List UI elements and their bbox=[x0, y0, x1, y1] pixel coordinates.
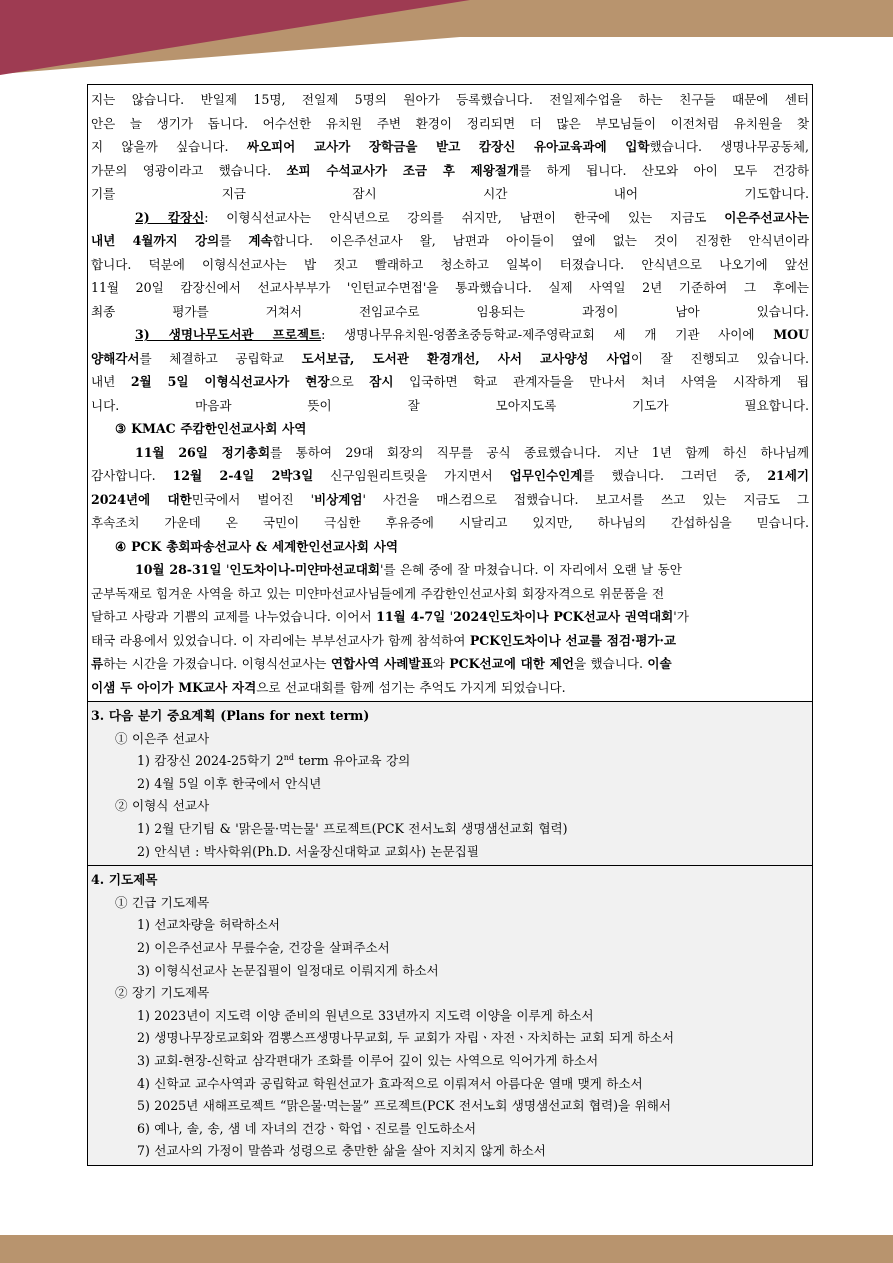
plans-section-title: ② 이형식 선교사 bbox=[115, 798, 210, 814]
prayer-item: 1) 2023년이 지도력 이양 준비의 원년으로 33년까지 지도력 이양을 이루게 하소서 bbox=[137, 1007, 594, 1023]
seminary-paragraph: 2) 캄장신: 이형식선교사는 안식년으로 강의를 쉬지만, 남편이 한국에 있는 지금도 이은주선교사는 내년 4월까지 강의를 계속합니다. 이은주선교사 왈, 남편과 아이들이 옆에 없는 것이 진정한 안식년이라 합니다. 덕분에 이형식선교사는 밥 짓고 빨래하고 청소하고 일복이 터졌습니다. 안식년으로 나오기에 앞선 11월 20일 캄장신에서 선교사부부가 '인턴교수면접'을 통과했습니다. 실제 사역일 2년 기준하여 그 후에는 최종 평가를 거쳐서 전임교수로 임용되는 과정이 남아 있습니다. bbox=[91, 209, 809, 319]
library-project-paragraph: 3) 생명나무도서관 프로젝트: 생명나무유치원-엉쫌초중등학교-제주영락교회 세 개 기관 사이에 MOU 양해각서를 체결하고 공립학교 도서보급, 도서관 환경개선, 사서 교사양성 사업이 잘 진행되고 있습니다. 내년 2월 5일 이형식선교사가 현장으로 잠시 입국하면 학교 관계자들을 만나서 처녀 사역을 시작하게 됩 니다. 마음과 뜻이 잘 모아지도록 기도가 필요합니다. bbox=[91, 327, 810, 413]
kindergarten-paragraph: 지는 않습니다. 반일제 15명, 전일제 5명의 원아가 등록했습니다. 전일제수업을 하는 친구들 때문에 센터 안은 늘 생기가 돕니다. 어수선한 유치원 주변 환경이 정리되면 더 많은 부모님들이 이전처럼 유치원을 찾 지 않을까 싶습니다. 싸오피어 교사가 장학금을 받고 캄장신 유아교육과에 입학했습니다. 생명나무공동체, 가문의 영광이라고 했습니다. 쏘피 수석교사가 조금 후 제왕절개를 하게 됩니다. 산모와 아이 모두 건강하 기를 지금 잠시 시간 내어 기도합니다. bbox=[91, 92, 809, 201]
prayer-item: 1) 선교차량을 허락하소서 bbox=[137, 917, 280, 933]
plans-item: 2) 4월 5일 이후 한국에서 안식년 bbox=[137, 775, 322, 791]
prayer-item: 6) 예나, 솔, 송, 샘 네 자녀의 건강ㆍ학업ㆍ진로를 인도하소서 bbox=[137, 1120, 476, 1136]
prayer-cell bbox=[88, 866, 812, 1165]
plans-item: 1) 2월 단기팀 & '맑은물·먹는물' 프로젝트(PCK 전서노회 생명샘선교회 협력) bbox=[137, 820, 568, 836]
prayer-item: 3) 교회-현장-신학교 삼각편대가 조화를 이루어 깊이 있는 사역으로 익어가게 하소서 bbox=[137, 1052, 599, 1068]
prayer-item: 4) 신학교 교수사역과 공립학교 학원선교가 효과적으로 이뤄져서 아름다운 열매 맺게 하소서 bbox=[137, 1075, 643, 1091]
pck-heading: ④ PCK 총회파송선교사 & 세계한인선교사회 사역 bbox=[115, 538, 398, 554]
plans-section-title: ① 이은주 선교사 bbox=[115, 730, 210, 746]
prayer-item: 2) 이은주선교사 무릎수술, 건강을 살펴주소서 bbox=[137, 939, 390, 955]
plans-cell bbox=[88, 702, 812, 866]
plans-header: 3. 다음 분기 중요계획 (Plans for next term) bbox=[91, 708, 370, 723]
header-decoration bbox=[0, 0, 893, 80]
prayer-section-title: ① 긴급 기도제목 bbox=[115, 894, 210, 910]
pck-paragraph: 10월 28-31일 '인도차이나-미얀마선교대회'를 은혜 중에 잘 마쳤습니다. 이 자리에서 오랜 날 동안 군부독재로 힘겨운 사역을 하고 있는 미얀마선교사님들에게 주캄한인선교사회 회장자격으로 위문품을 전 달하고 사랑과 기쁨의 교제를 나누었습니다. 이어서 11월 4-7일 '2024인도차이나 PCK선교사 권역대회'가 태국 라용에서 있었습니다. 이 자리에는 부부선교사가 함께 참석하여 PCK인도차이나 선교를 점검·평가·교 류하는 시간을 가졌습니다. 이형식선교사는 연합사역 사례발표와 PCK선교에 대한 제언을 했습니다. 이솔 이샘 두 아이가 MK교사 자격으로 선교대회를 함께 섬기는 추억도 가지게 되었습니다. bbox=[91, 562, 689, 695]
plans-item: 2) 안식년 : 박사학위(Ph.D. 서울장신대학교 교회사) 논문집필 bbox=[137, 843, 479, 859]
prayer-item: 2) 생명나무장로교회와 껌뽕스프생명나무교회, 두 교회가 자립ㆍ자전ㆍ자치하는 교회 되게 하소서 bbox=[137, 1030, 675, 1046]
ministry-report-cell bbox=[88, 85, 812, 702]
library-project-title: 3) 생명나무도서관 프로젝트 bbox=[135, 327, 322, 342]
report-table bbox=[87, 84, 813, 1166]
footer-decoration bbox=[0, 1235, 893, 1263]
prayer-item: 7) 선교사의 가정이 말씀과 성령으로 충만한 삶을 살아 지치지 않게 하소서 bbox=[137, 1143, 546, 1159]
prayer-header: 4. 기도제목 bbox=[91, 872, 158, 888]
kmac-heading: ③ KMAC 주캄한인선교사회 사역 bbox=[115, 421, 307, 436]
prayer-item: 5) 2025년 새해프로젝트 “맑은물·먹는물” 프로젝트(PCK 전서노회 생명샘선교회 협력)을 위해서 bbox=[137, 1098, 671, 1114]
prayer-section-title: ② 장기 기도제목 bbox=[115, 985, 210, 1001]
prayer-item: 3) 이형식선교사 논문집필이 일정대로 이뤄지게 하소서 bbox=[137, 962, 439, 978]
plans-item: 1) 캄장신 2024-25학기 2nd term 유아교육 강의 bbox=[137, 753, 411, 769]
kmac-paragraph: 11월 26일 정기총회를 통하여 29대 회장의 직무를 공식 종료했습니다. 지난 1년 함께 하신 하나님께 감사합니다. 12월 2-4일 2박3일 신구임원리트릿을 가지면서 업무인수인계를 했습니다. 그러던 중, 21세기 2024년에 대한민국에서 벌어진 '비상계엄' 사건을 매스컴으로 접했습니다. 보고서를 쓰고 있는 지금도 그 후속조치 가운데 온 국민이 극심한 후유증에 시달리고 있지만, 하나님의 간섭하심을 믿습니다. bbox=[91, 444, 810, 530]
seminary-title: 2) 캄장신 bbox=[135, 209, 205, 225]
